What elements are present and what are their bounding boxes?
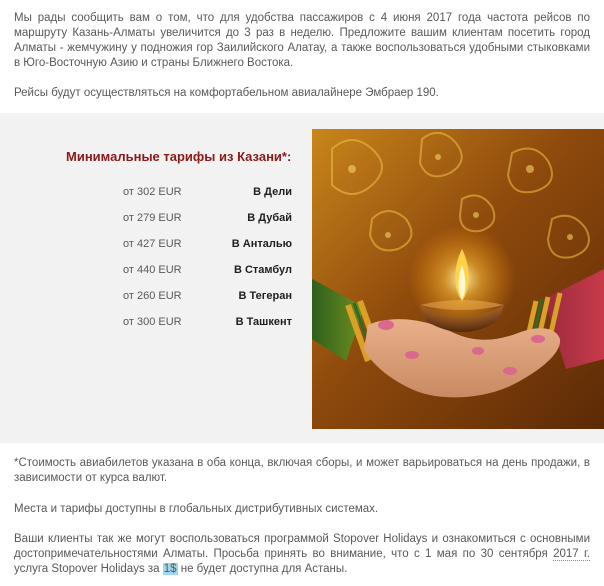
availability-note: Места и тарифы доступны в глобальных дистрибутивных системах. — [14, 503, 379, 515]
tariff-price: от 427 EUR — [123, 238, 182, 250]
tariff-row — [0, 316, 300, 332]
diya-lamp-illustration — [312, 129, 604, 429]
tariff-price: от 440 EUR — [123, 264, 182, 276]
tariff-price: от 302 EUR — [123, 186, 182, 198]
stopover-text-part2: услуга Stopover Holidays за — [14, 563, 163, 575]
price-footnote: *Стоимость авиабилетов указана в оба конца, включая сборы, и может варьироваться на день продажи, в зависимости от курса валют. — [14, 457, 590, 484]
tariff-row — [0, 264, 300, 280]
tariff-row — [0, 238, 300, 254]
stopover-paragraph — [14, 532, 590, 577]
tariff-row — [0, 186, 300, 202]
stopover-text-part1: Ваши клиенты так же могут воспользоваться программой Stopover Holidays и ознакомиться с основными достопримечательностями Алматы. Просьба принять во внимание, что с 1 мая по 30 сентября — [14, 533, 590, 560]
tariff-destination: В Дубай — [247, 212, 292, 224]
tariff-row — [0, 290, 300, 306]
tariff-price: от 260 EUR — [123, 290, 182, 302]
tariff-destination: В Анталью — [231, 238, 292, 250]
tariff-destination: В Дели — [253, 186, 292, 198]
stopover-text-part3: не будет доступна для Астаны. — [177, 563, 348, 575]
tariff-row — [0, 212, 300, 228]
stopover-year: 2017 г. — [553, 548, 591, 560]
tariffs-title: Минимальные тарифы из Казани*: — [66, 149, 292, 164]
intro-paragraph: Мы рады сообщить вам о том, что для удобства пассажиров с 4 июня 2017 года частота рейсов по маршруту Казань-Алматы увеличится до 3 раз в неделю. Предложите вашим клиентам посетить город Алматы - жемчужину у подножия гор Заилийского Алатау, а также воспользоваться удобными стыковками в Юго-Восточную Азию и страны Ближнего Востока. — [14, 12, 590, 69]
tariff-destination: В Стамбул — [233, 264, 292, 276]
tariff-destination: В Ташкент — [235, 316, 292, 328]
tariff-price: от 300 EUR — [123, 316, 182, 328]
tariff-destination: В Тегеран — [238, 290, 292, 302]
stopover-price-highlight: 1$ — [163, 563, 177, 575]
diya-lamp-photo — [312, 129, 604, 429]
aircraft-paragraph: Рейсы будут осуществляться на комфортабельном авиалайнере Эмбраер 190. — [14, 87, 439, 99]
tariff-price: от 279 EUR — [123, 212, 182, 224]
